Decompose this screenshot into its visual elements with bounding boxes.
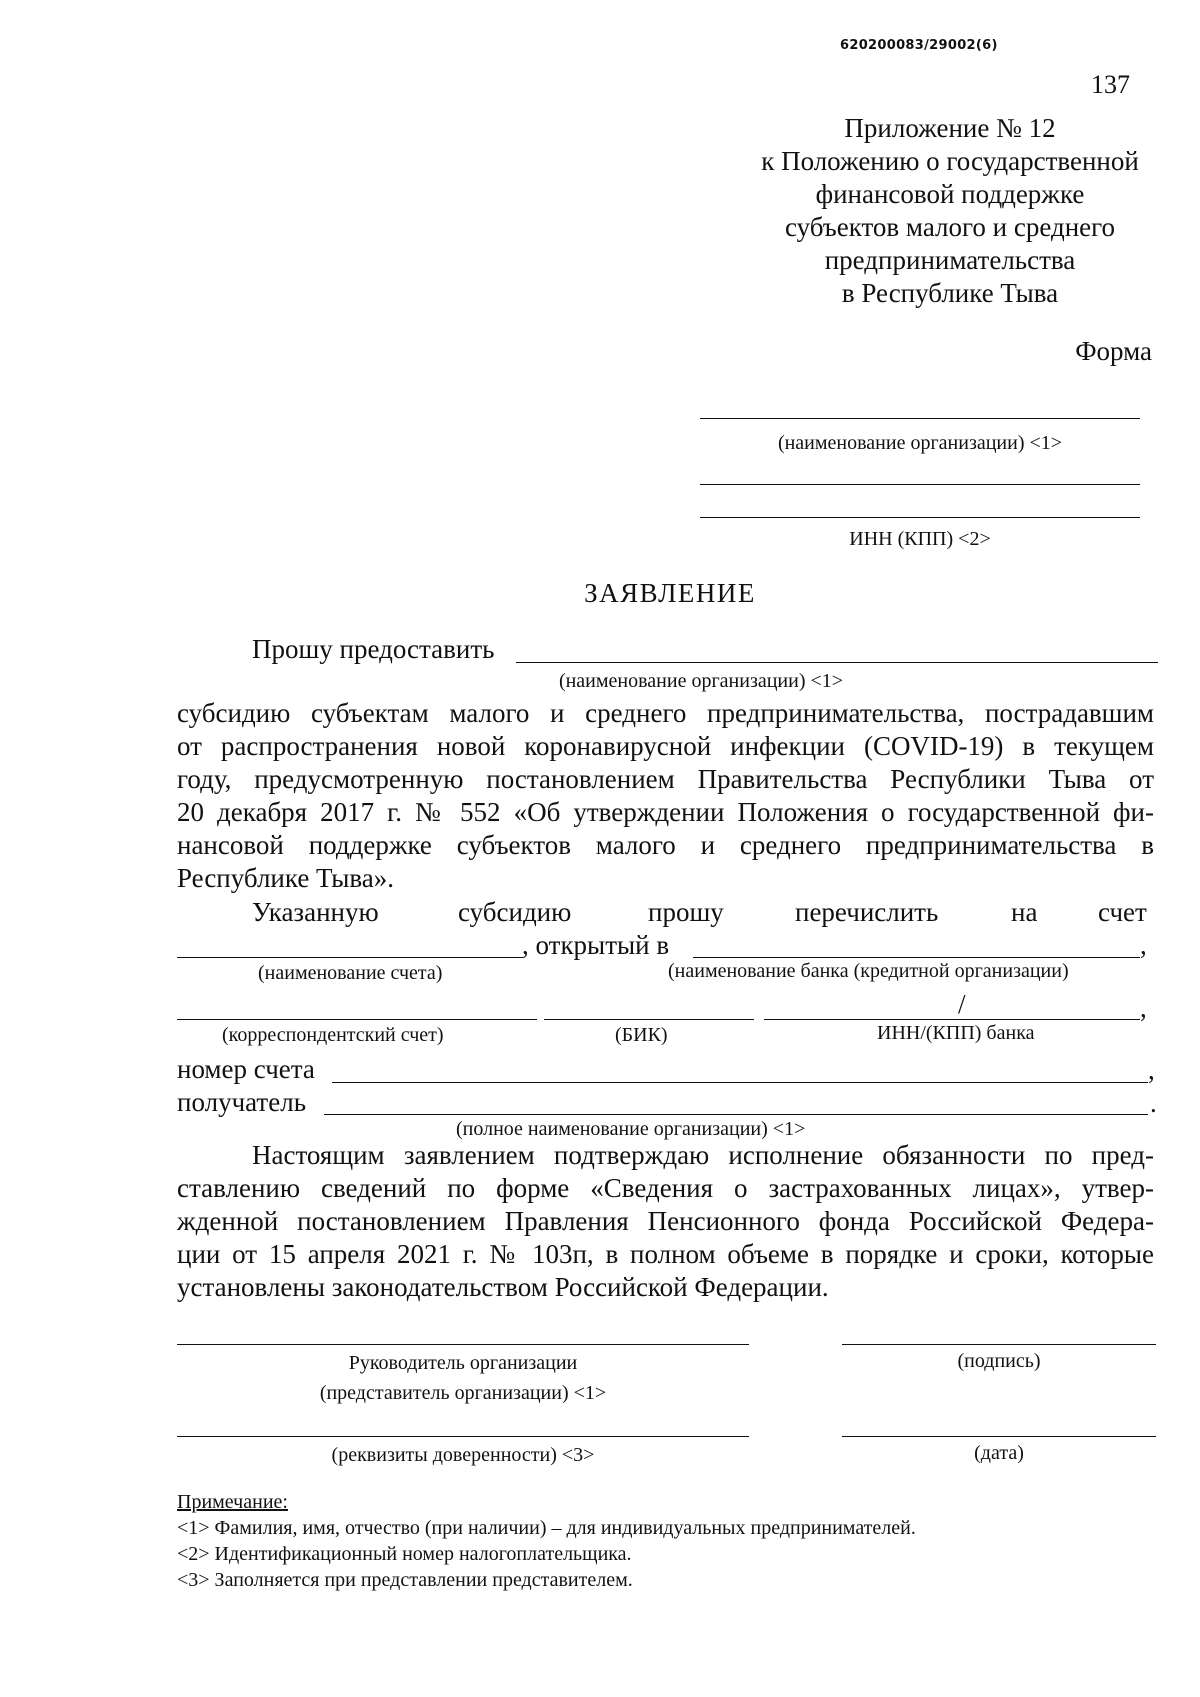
head-representative-caption: (представитель организации) <1> [319,1382,607,1404]
note-item: <2> Идентификационный номер налогоплательщика. [177,1543,632,1565]
request-body-line: субсидию субъектам малого и среднего предпринимательства, пострадавшим [177,698,1154,728]
account-name-caption: (наименование счета) [258,962,443,984]
account-name-line[interactable] [177,957,523,958]
document-barcode-number: 620200083/29002(6) [840,38,998,53]
recipient-line[interactable] [324,1114,1148,1115]
account-number-comma: , [1148,1055,1155,1085]
date-caption: (дата) [974,1442,1024,1464]
request-body-line: нансовой поддержке субъектов малого и среднего предпринимательства в [177,830,1154,860]
form-label: Форма [1075,336,1152,366]
recipient-label: получатель [177,1087,307,1117]
confirmation-text [177,1139,1154,1304]
appendix-line: к Положению о государственной [761,146,1139,176]
bank-name-line[interactable] [693,957,1140,958]
request-body [177,697,1154,895]
account-number-line[interactable] [332,1082,1148,1083]
request-body-line: Республике Тыва». [177,863,394,893]
request-org-name-line[interactable] [516,662,1158,663]
bik-caption: (БИК) [615,1024,668,1046]
transfer-word: субсидию [458,897,572,927]
bik-line[interactable] [544,1019,754,1020]
appendix-line: в Республике Тыва [841,278,1059,308]
transfer-word: счет [1098,897,1147,927]
date-line[interactable] [842,1436,1156,1437]
power-of-attorney-line[interactable] [177,1436,749,1437]
page-number: 137 [1091,70,1130,99]
confirmation-line: ставлению сведений по форме «Сведения о застрахованных лицах», утвер- [177,1173,1154,1203]
applicant-org-name-line[interactable] [700,418,1140,419]
applicant-inn-caption: ИНН (КПП) <2> [849,528,991,550]
document-title: ЗАЯВЛЕНИЕ [584,578,756,608]
opened-in-text: , открытый в [522,930,670,960]
confirmation-line: установлены законодательством Российской Федерации. [177,1272,829,1302]
confirmation-line: Настоящим заявлением подтверждаю исполнение обязанности по пред- [252,1140,1154,1170]
recipient-period: . [1150,1088,1157,1118]
bank-inn-line[interactable] [764,1019,1140,1020]
recipient-caption: (полное наименование организации) <1> [456,1118,806,1140]
power-of-attorney-caption: (реквизиты доверенности) <3> [331,1444,595,1466]
corr-account-caption: (корреспондентский счет) [222,1024,444,1046]
head-caption: Руководитель организации [348,1352,578,1374]
request-body-line: 20 декабря 2017 г. № 552 «Об утверждении Положения о государственной фи- [177,797,1154,827]
inn-kpp-slash: / [958,989,966,1019]
account-number-label: номер счета [177,1054,315,1084]
notes-heading: Примечание: [177,1491,288,1513]
corr-account-line[interactable] [177,1019,537,1020]
note-item: <1> Фамилия, имя, отчество (при наличии) – для индивидуальных предпринимателей. [177,1517,916,1539]
appendix-line: предпринимательства [824,245,1076,275]
corr-line-comma: , [1140,993,1147,1023]
head-name-line[interactable] [177,1344,749,1345]
applicant-inn-line[interactable] [700,517,1140,518]
appendix-line: финансовой поддержке [815,179,1085,209]
request-org-caption: (наименование организации) <1> [558,670,844,692]
note-item: <3> Заполняется при представлении представителем. [177,1569,633,1591]
appendix-line: Приложение № 12 [844,113,1056,143]
bank-name-caption: (наименование банка (кредитной организации) [668,960,1069,982]
request-body-line: году, предусмотренную постановлением Правительства Республики Тыва от [177,764,1154,794]
applicant-extra-line[interactable] [700,484,1140,485]
signature-caption: (подпись) [957,1350,1041,1372]
signature-line[interactable] [842,1344,1156,1345]
notes-section [177,1489,916,1593]
bank-line-comma: , [1140,930,1147,960]
confirmation-line: жденной постановлением Правления Пенсионного фонда Российской Федера- [177,1206,1154,1236]
transfer-word: прошу [648,897,724,927]
bank-inn-caption: ИНН/(КПП) банка [877,1022,1035,1044]
transfer-word: на [1011,897,1038,927]
request-lead-text: Прошу предоставить [252,634,495,664]
transfer-word: перечислить [795,897,939,927]
appendix-header [700,112,1200,310]
confirmation-line: ции от 15 апреля 2021 г. № 103п, в полном объеме в порядке и сроки, которые [177,1239,1154,1269]
appendix-line: субъектов малого и среднего [784,212,1116,242]
transfer-word: Указанную [252,897,379,927]
request-body-line: от распространения новой коронавирусной инфекции (COVID-19) в текущем [177,731,1154,761]
applicant-org-caption: (наименование организации) <1> [777,432,1063,454]
